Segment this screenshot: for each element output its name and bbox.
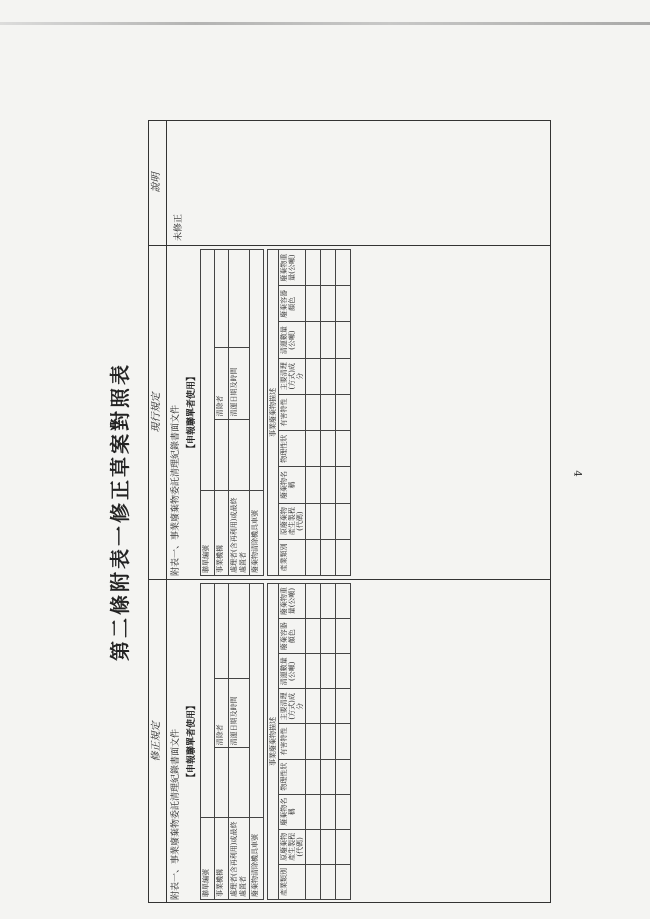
explanation-text: 未修正 — [174, 213, 184, 241]
manifest-no-label: 聯單編號 — [201, 817, 215, 899]
waste-col: 廢棄物重量(公噸) — [279, 584, 306, 619]
waste-col: 廢棄容器顏色 — [279, 286, 306, 322]
waste-col: 有害特性 — [279, 724, 306, 759]
waste-col: 有害特性 — [279, 394, 306, 430]
waste-col: 清運數量(公噸) — [279, 654, 306, 689]
revised-form-table — [200, 583, 264, 900]
revised-waste-table — [267, 583, 351, 900]
waste-col: 廢棄物重量(公噸) — [279, 250, 306, 286]
document-title: 第二條附表一修正草案對照表 — [108, 362, 132, 661]
waste-cleaner-label: 廢棄物清除機具車號 — [250, 491, 264, 576]
waste-col: 廢棄物名稱 — [279, 467, 306, 503]
explanation-column — [148, 120, 551, 245]
business-org-label: 事業機構 — [215, 491, 229, 576]
page-number: 4 — [571, 470, 583, 477]
current-appendix-title: 附表一、事業廢棄物委託清理紀錄書面文件 — [171, 404, 181, 576]
revised-form-title: 【申報聯單者使用】 — [187, 701, 197, 783]
business-org-label: 事業機構 — [215, 817, 229, 899]
comparison-sheet — [108, 120, 551, 903]
current-column — [148, 245, 551, 579]
waste-col: 原廢棄物產生製程(代碼) — [279, 503, 306, 539]
revised-column-header: 修正規定 — [148, 580, 167, 903]
waste-description-header: 事業廢棄物描述 — [268, 584, 279, 900]
waste-col: 產業類別 — [279, 864, 306, 899]
current-column-header: 現行規定 — [148, 246, 167, 579]
waste-col: 廢棄物名稱 — [279, 794, 306, 829]
revised-appendix-title: 附表一、事業廢棄物委託清理紀錄書面文件 — [171, 728, 181, 900]
cleaner-label: 清除者 — [215, 347, 229, 419]
current-form-table — [200, 249, 264, 576]
waste-col: 主要清理(方式)成分 — [279, 358, 306, 394]
waste-col: 原廢棄物產生製程(代碼) — [279, 829, 306, 864]
cleanup-date-label: 清運日期及時間 — [229, 347, 250, 419]
cleaner-label: 清除者 — [215, 678, 229, 748]
waste-col: 物理性狀 — [279, 759, 306, 794]
waste-col: 清運數量(公噸) — [279, 322, 306, 358]
manifest-no-label: 聯單編號 — [201, 491, 215, 576]
explanation-column-header: 說明 — [148, 120, 167, 245]
cleanup-date-label: 清運日期及時間 — [229, 678, 250, 748]
revised-column — [148, 579, 551, 903]
processor-label: 處理者(含再利用)或最終處置者 — [229, 491, 250, 576]
scan-artifact-line — [0, 22, 650, 25]
waste-col: 物理性狀 — [279, 431, 306, 467]
current-form-title: 【申報聯單者使用】 — [187, 372, 197, 454]
waste-description-header: 事業廢棄物描述 — [268, 250, 279, 576]
waste-col: 主要清理(方式)成分 — [279, 689, 306, 724]
waste-col: 產業類別 — [279, 539, 306, 575]
current-waste-table — [267, 249, 351, 576]
waste-cleaner-label: 廢棄物清除機具車號 — [250, 817, 264, 899]
waste-col: 廢棄容器顏色 — [279, 619, 306, 654]
processor-label: 處理者(含再利用)或最終處置者 — [229, 817, 250, 899]
